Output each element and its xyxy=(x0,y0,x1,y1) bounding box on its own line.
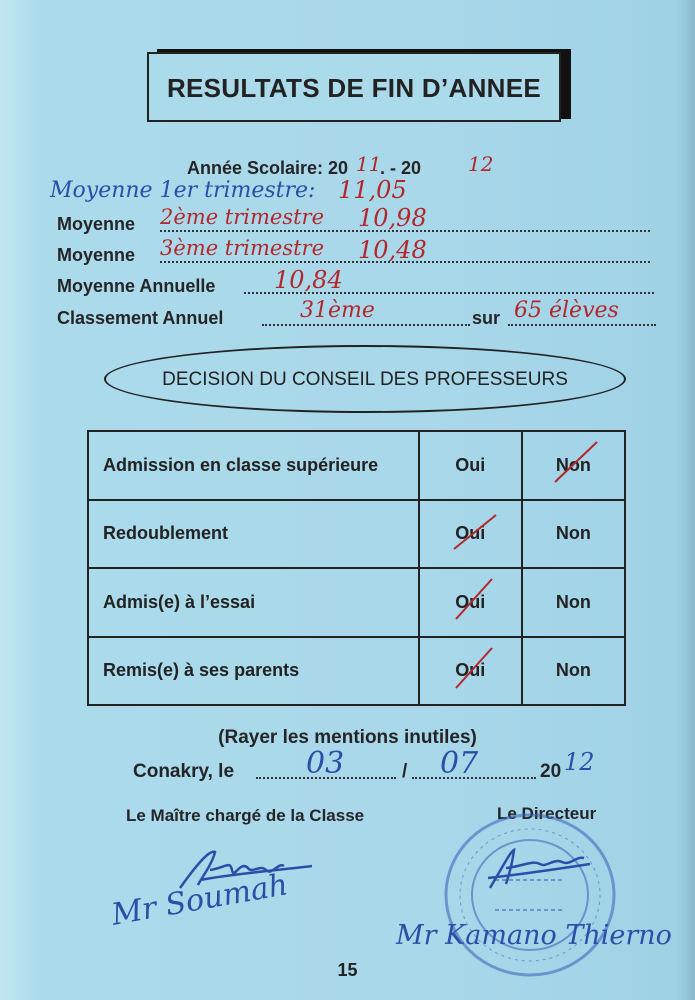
non-option[interactable]: Non xyxy=(522,637,625,706)
non-option[interactable]: Non xyxy=(522,431,625,500)
director-name: Mr Kamano Thierno xyxy=(396,920,672,951)
director-signature-label: Le Directeur xyxy=(497,804,597,823)
table-row xyxy=(88,431,625,500)
dotted-line xyxy=(262,324,470,326)
non-option[interactable]: Non xyxy=(522,500,625,569)
table-row xyxy=(88,637,625,706)
oui-option[interactable]: Oui xyxy=(419,568,522,637)
school-year-end: 12 xyxy=(468,152,494,176)
ranking-rank: 31ème xyxy=(300,298,375,323)
annual-average-label: Moyenne Annuelle xyxy=(57,276,216,296)
oui-option[interactable]: Oui xyxy=(419,500,522,569)
school-year-start: 11 xyxy=(356,152,382,176)
dotted-line xyxy=(244,292,654,294)
ranking-label: Classement Annuel xyxy=(57,308,224,328)
title-box xyxy=(147,52,561,122)
dotted-line xyxy=(160,230,650,232)
average-term3-label: Moyenne xyxy=(57,245,136,265)
instructions-text: (Rayer les mentions inutiles) xyxy=(218,727,477,748)
table-row xyxy=(88,568,625,637)
decision-row-label: Admis(e) à l’essai xyxy=(88,568,419,637)
decision-row-label: Redoublement xyxy=(88,500,419,569)
oui-option[interactable]: Oui xyxy=(419,637,522,706)
school-year-label: Année Scolaire: 20 xyxy=(187,158,349,178)
teacher-name: Mr Soumah xyxy=(108,867,291,933)
date-year-suffix: 12 xyxy=(564,748,595,776)
date-separator: / xyxy=(402,761,408,782)
decision-title: DECISION DU CONSEIL DES PROFESSEURS xyxy=(162,369,568,390)
average-term1-label: Moyenne 1er trimestre: xyxy=(50,178,316,203)
dotted-line xyxy=(508,324,656,326)
director-signature xyxy=(484,838,594,898)
place-label: Conakry, le xyxy=(133,761,235,782)
teacher-signature-label: Le Maître chargé de la Classe xyxy=(126,806,365,825)
ranking-total: 65 élèves xyxy=(514,298,619,323)
oui-option[interactable]: Oui xyxy=(419,431,522,500)
dotted-line xyxy=(160,261,650,263)
decision-row-label: Remis(e) à ses parents xyxy=(88,637,419,706)
average-term3-value: 10,48 xyxy=(358,236,427,264)
ranking-sur-label: sur xyxy=(472,308,501,328)
decision-title-ellipse xyxy=(104,345,626,413)
decision-table xyxy=(87,430,626,706)
average-term2-value: 10,98 xyxy=(358,204,427,232)
page-title: RESULTATS DE FIN D’ANNEE xyxy=(166,73,542,103)
page-number: 15 xyxy=(337,960,358,980)
page-edge-shadow xyxy=(677,0,695,1000)
date-day: 03 xyxy=(306,746,345,781)
date-year-prefix: 20 xyxy=(540,761,562,782)
table-row xyxy=(88,500,625,569)
average-term2-label: Moyenne xyxy=(57,214,136,234)
annual-average-value: 10,84 xyxy=(274,266,343,294)
average-term3-term: 3ème trimestre xyxy=(160,236,325,260)
non-option[interactable]: Non xyxy=(522,568,625,637)
school-year-separator: . - 20 xyxy=(380,158,422,178)
average-term2-term: 2ème trimestre xyxy=(160,205,325,229)
decision-row-label: Admission en classe supérieure xyxy=(88,431,419,500)
date-month: 07 xyxy=(440,746,479,781)
average-term1-value: 11,05 xyxy=(338,176,407,204)
